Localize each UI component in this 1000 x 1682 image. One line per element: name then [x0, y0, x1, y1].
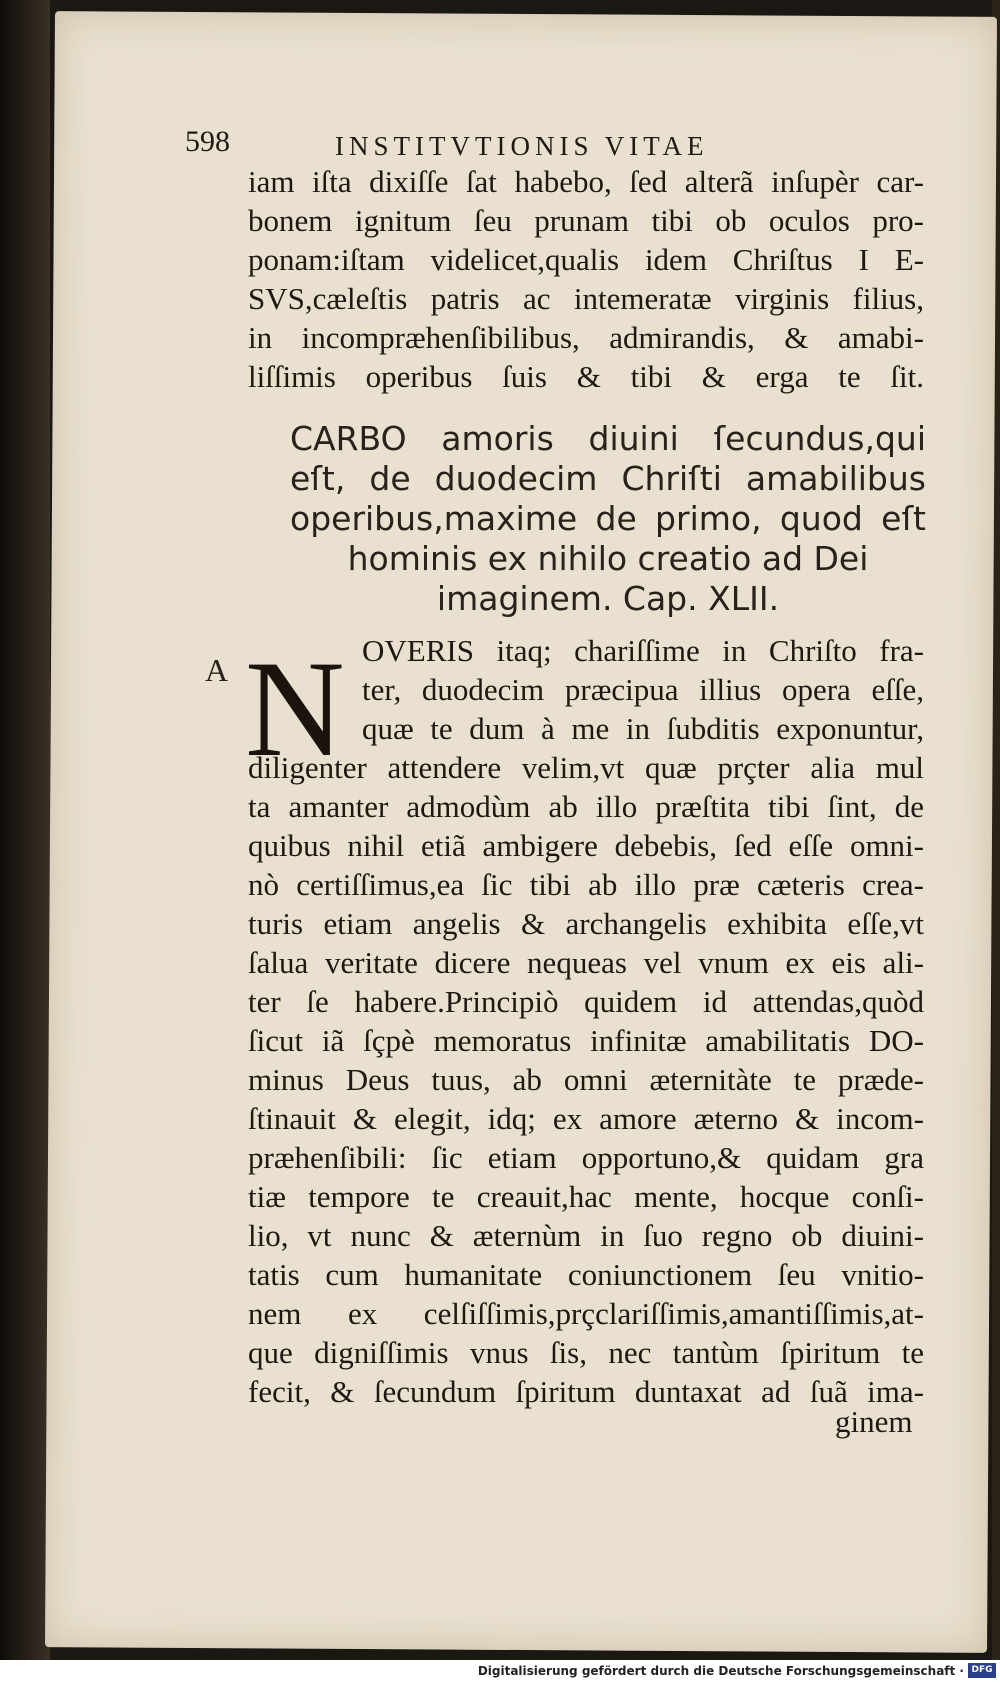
text-line: OVERIS itaq; chariſſime in Chriſto fra- [362, 633, 924, 668]
text-line: lio, vt nunc & æternùm in ſuo regno ob diuini- [248, 1218, 924, 1253]
text-line: præhenſibili: ſic etiam opportuno,& quidam gra [248, 1140, 924, 1175]
text-line: fecit, & ſecundum ſpiritum duntaxat ad ſuã ima- [248, 1374, 924, 1409]
text-line: ter, duodecim præcipua illius opera eſſe, [362, 672, 924, 707]
text-line: ſicut iã ſçpè memoratus infinitæ amabilitatis DO- [248, 1023, 924, 1058]
text-line: tiæ tempore te creauit,hac mente, hocque conſi- [248, 1179, 924, 1214]
text-line: ponam:iſtam videlicet,qualis idem Chriſtus I E- [248, 242, 924, 277]
text-line: ta amanter admodùm ab illo præſtita tibi ſint, de [248, 789, 924, 824]
running-title: INSTITVTIONIS VITAE [335, 131, 709, 161]
text-line: nem ex celſiſſimis,prçclariſſimis,amantiſſimis,at- [248, 1296, 924, 1331]
text-line: bonem ignitum ſeu prunam tibi ob oculos pro- [248, 203, 924, 238]
dfg-logo-icon: DFG [968, 1663, 996, 1678]
text-line: que digniſſimis vnus ſis, nec tantùm ſpiritum te [248, 1335, 924, 1370]
catchword: ginem [835, 1404, 913, 1439]
text-line: quibus nihil etiã ambigere debebis, ſed eſſe omni- [248, 828, 924, 863]
text-line: ſtinauit & elegit, idq; ex amore æterno & incom- [248, 1101, 924, 1136]
text-line: ter ſe habere.Principiò quidem id attendas,quòd [248, 984, 924, 1019]
heading-line: hominis ex nihilo creatio ad Dei [347, 539, 869, 578]
text-line: tatis cum humanitate coniunctionem ſeu vnitio- [248, 1257, 924, 1292]
footer-bar [0, 1660, 1000, 1682]
drop-cap: N [245, 632, 345, 785]
text-line: in incompræhenſibilibus, admirandis, & amabi- [248, 320, 924, 355]
page-number: 598 [185, 125, 230, 158]
text-line: ſalua veritate dicere nequeas vel vnum ex eis ali- [248, 945, 924, 980]
text-line: SVS,cæleſtis patris ac intemeratæ virginis filius, [248, 281, 924, 316]
text-line: liſſimis operibus ſuis & tibi & erga te ſit. [248, 359, 924, 394]
text-line: quæ te dum à me in ſubditis exponuntur, [362, 711, 924, 746]
binding-shadow [0, 0, 50, 1660]
heading-line: imaginem. Cap. XLII. [436, 579, 780, 618]
heading-line: CARBO amoris diuini ſecundus,qui [290, 419, 926, 458]
text-line: diligenter attendere velim,vt quæ prçter alia mul [248, 750, 924, 785]
text-line: iam iſta dixiſſe ſat habebo, ſed alterã inſupèr car- [248, 164, 924, 199]
funding-credit: Digitalisierung gefördert durch die Deutsche Forschungsgemeinschaft · [477, 1664, 964, 1678]
text-line: nò certiſſimus,ea ſic tibi ab illo præ cæteris crea- [248, 867, 924, 902]
heading-line: operibus,maxime de primo, quod eſt [290, 499, 926, 538]
text-line: minus Deus tuus, ab omni æternitàte te præde- [248, 1062, 924, 1097]
text-line: turis etiam angelis & archangelis exhibita eſſe,vt [248, 906, 924, 941]
margin-note: A [205, 652, 229, 688]
heading-line: eſt, de duodecim Chriſti amabilibus [290, 459, 926, 498]
